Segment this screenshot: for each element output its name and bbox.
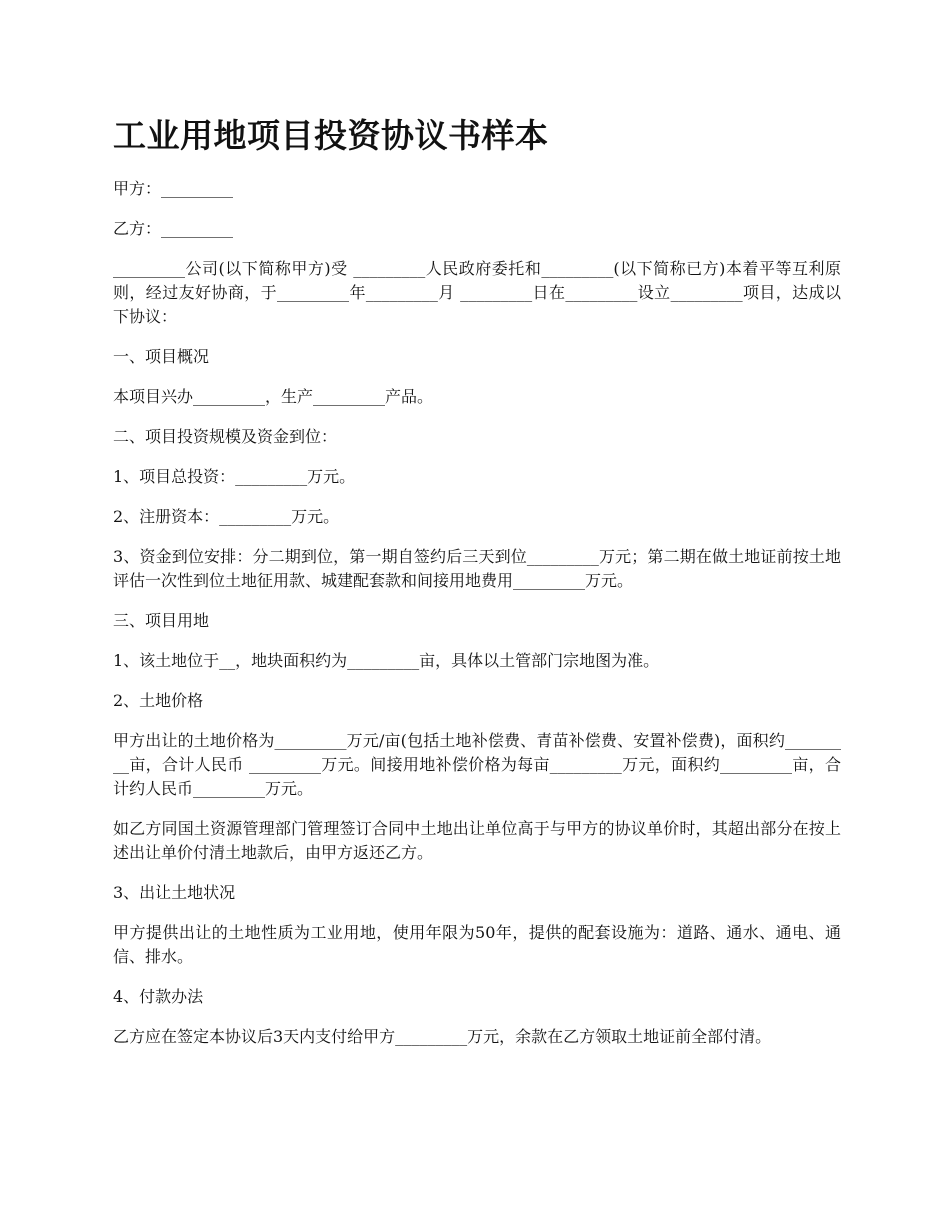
party-a-line: 甲方：_________ [113,179,234,198]
land-price-paragraph: 甲方出让的土地价格为_________万元/亩(包括土地补偿费、青苗补偿费、安置补偿费)，面积约_________亩，合计人民币 _________万元。间接用地补偿价格为每亩_________万元，面积约_________亩，合计约人民币_________万元。 [113,731,841,798]
section-heading-project-land: 三、项目用地 [113,611,210,630]
document-title: 工业用地项目投资协议书样本 [113,116,549,155]
price-difference-paragraph: 如乙方同国土资源管理部门管理签订合同中土地出让单位高于与甲方的协议单价时，其超出部分在按上述出让单价付清土地款后，由甲方返还乙方。 [113,819,841,862]
land-location-paragraph: 1、该土地位于__，地块面积约为_________亩，具体以土管部门宗地图为准。 [113,651,660,670]
project-overview-paragraph: 本项目兴办_________，生产_________产品。 [113,387,434,406]
document-body [113,177,841,1065]
subheading-land-status: 3、出让土地状况 [113,883,236,902]
preamble-paragraph: _________公司(以下简称甲方)受 _________人民政府委托和_________(以下简称已方)本着平等互利原则，经过友好协商，于_________年_________月 _________日在_________设立_________项目，达成以下协议： [113,259,841,326]
subheading-land-price: 2、土地价格 [113,691,204,710]
section-heading-project-overview: 一、项目概况 [113,347,210,366]
registered-capital-paragraph: 2、注册资本：_________万元。 [113,507,340,526]
party-b-line: 乙方：_________ [113,219,234,238]
payment-method-paragraph: 乙方应在签定本协议后3天内支付给甲方_________万元，余款在乙方领取土地证前全部付清。 [113,1027,772,1046]
funding-schedule-paragraph: 3、资金到位安排：分二期到位，第一期自签约后三天到位_________万元；第二期在做土地证前按土地评估一次性到位土地征用款、城建配套款和间接用地费用_________万元。 [113,547,841,590]
subheading-payment-method: 4、付款办法 [113,987,204,1006]
total-investment-paragraph: 1、项目总投资：_________万元。 [113,467,356,486]
land-status-paragraph: 甲方提供出让的土地性质为工业用地，使用年限为50年，提供的配套设施为：道路、通水、通电、通信、排水。 [113,923,841,966]
section-heading-investment-scale: 二、项目投资规模及资金到位： [113,427,338,446]
